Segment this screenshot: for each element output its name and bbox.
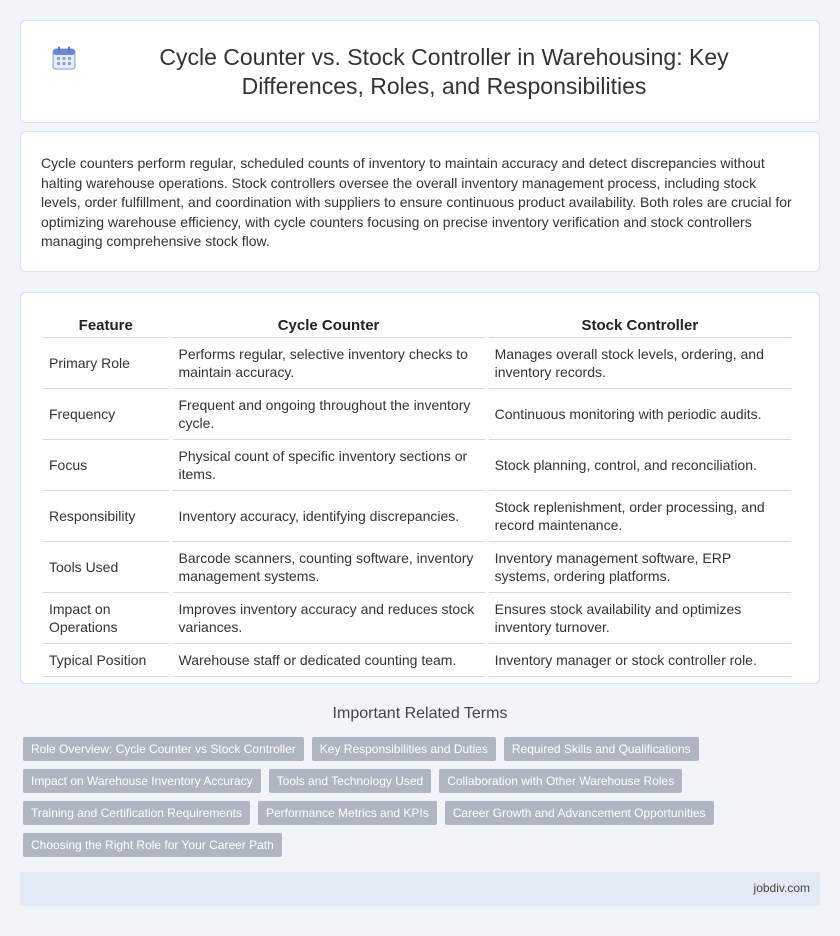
feature-cell: Primary Role [43, 338, 169, 389]
related-term-tag[interactable]: Career Growth and Advancement Opportunities [445, 801, 714, 825]
cycle-counter-cell: Barcode scanners, counting software, inventory management systems. [173, 542, 485, 593]
cycle-counter-cell: Frequent and ongoing throughout the inventory cycle. [173, 389, 485, 440]
related-term-tag[interactable]: Required Skills and Qualifications [504, 737, 699, 761]
related-term-tag[interactable]: Role Overview: Cycle Counter vs Stock Controller [23, 737, 304, 761]
tag-row [23, 769, 823, 793]
related-term-tag[interactable]: Key Responsibilities and Duties [312, 737, 496, 761]
table-row [43, 542, 791, 593]
header-cycle-counter: Cycle Counter [173, 315, 485, 338]
feature-cell: Focus [43, 440, 169, 491]
tag-row [23, 833, 823, 857]
feature-cell: Typical Position [43, 644, 169, 677]
table-row [43, 593, 791, 644]
table-row [43, 491, 791, 542]
stock-controller-cell: Stock planning, control, and reconciliation. [489, 440, 791, 491]
table-row [43, 389, 791, 440]
cycle-counter-cell: Performs regular, selective inventory checks to maintain accuracy. [173, 338, 485, 389]
related-term-tag[interactable]: Training and Certification Requirements [23, 801, 250, 825]
feature-cell: Impact on Operations [43, 593, 169, 644]
header-card [20, 20, 820, 123]
stock-controller-cell: Ensures stock availability and optimizes inventory turnover. [489, 593, 791, 644]
footer [20, 872, 820, 906]
comparison-card [20, 292, 820, 684]
related-term-tag[interactable]: Impact on Warehouse Inventory Accuracy [23, 769, 261, 793]
stock-controller-cell: Manages overall stock levels, ordering, and inventory records. [489, 338, 791, 389]
table-row [43, 644, 791, 677]
page-title: Cycle Counter vs. Stock Controller in Warehousing: Key Differences, Roles, and Responsibilities [159, 43, 729, 99]
cycle-counter-cell: Improves inventory accuracy and reduces stock variances. [173, 593, 485, 644]
summary-text: Cycle counters perform regular, scheduled counts of inventory to maintain accuracy and detect discrepancies without halting warehouse operations. Stock controllers oversee the overall inventory management process, including stock levels, order fulfillment, and coordination with suppliers to ensure continuous product availability. Both roles are crucial for optimizing warehouse efficiency, with cycle counters focusing on precise inventory verification and stock controllers managing comprehensive stock flow. [41, 155, 792, 249]
related-term-tag[interactable]: Performance Metrics and KPIs [258, 801, 437, 825]
table-row [43, 440, 791, 491]
related-terms-title: Important Related Terms [332, 705, 508, 722]
cycle-counter-cell: Warehouse staff or dedicated counting team. [173, 644, 485, 677]
footer-site[interactable]: jobdiv.com [753, 881, 810, 895]
feature-cell: Frequency [43, 389, 169, 440]
stock-controller-cell: Inventory management software, ERP systems, ordering platforms. [489, 542, 791, 593]
cycle-counter-cell: Physical count of specific inventory sections or items. [173, 440, 485, 491]
related-term-tag[interactable]: Tools and Technology Used [269, 769, 432, 793]
feature-cell: Responsibility [43, 491, 169, 542]
stock-controller-cell: Continuous monitoring with periodic audits. [489, 389, 791, 440]
related-terms-list [23, 737, 823, 865]
stock-controller-cell: Inventory manager or stock controller role. [489, 644, 791, 677]
feature-cell: Tools Used [43, 542, 169, 593]
calendar-icon [51, 45, 77, 71]
tag-row [23, 737, 823, 761]
stock-controller-cell: Stock replenishment, order processing, and record maintenance. [489, 491, 791, 542]
summary-card [20, 131, 820, 272]
cycle-counter-cell: Inventory accuracy, identifying discrepancies. [173, 491, 485, 542]
tag-row [23, 801, 823, 825]
header-feature: Feature [43, 315, 169, 338]
related-term-tag[interactable]: Choosing the Right Role for Your Career Path [23, 833, 282, 857]
related-term-tag[interactable]: Collaboration with Other Warehouse Roles [439, 769, 682, 793]
header-stock-controller: Stock Controller [489, 315, 791, 338]
table-header-row [43, 315, 791, 338]
comparison-table [39, 315, 795, 677]
table-row [43, 338, 791, 389]
